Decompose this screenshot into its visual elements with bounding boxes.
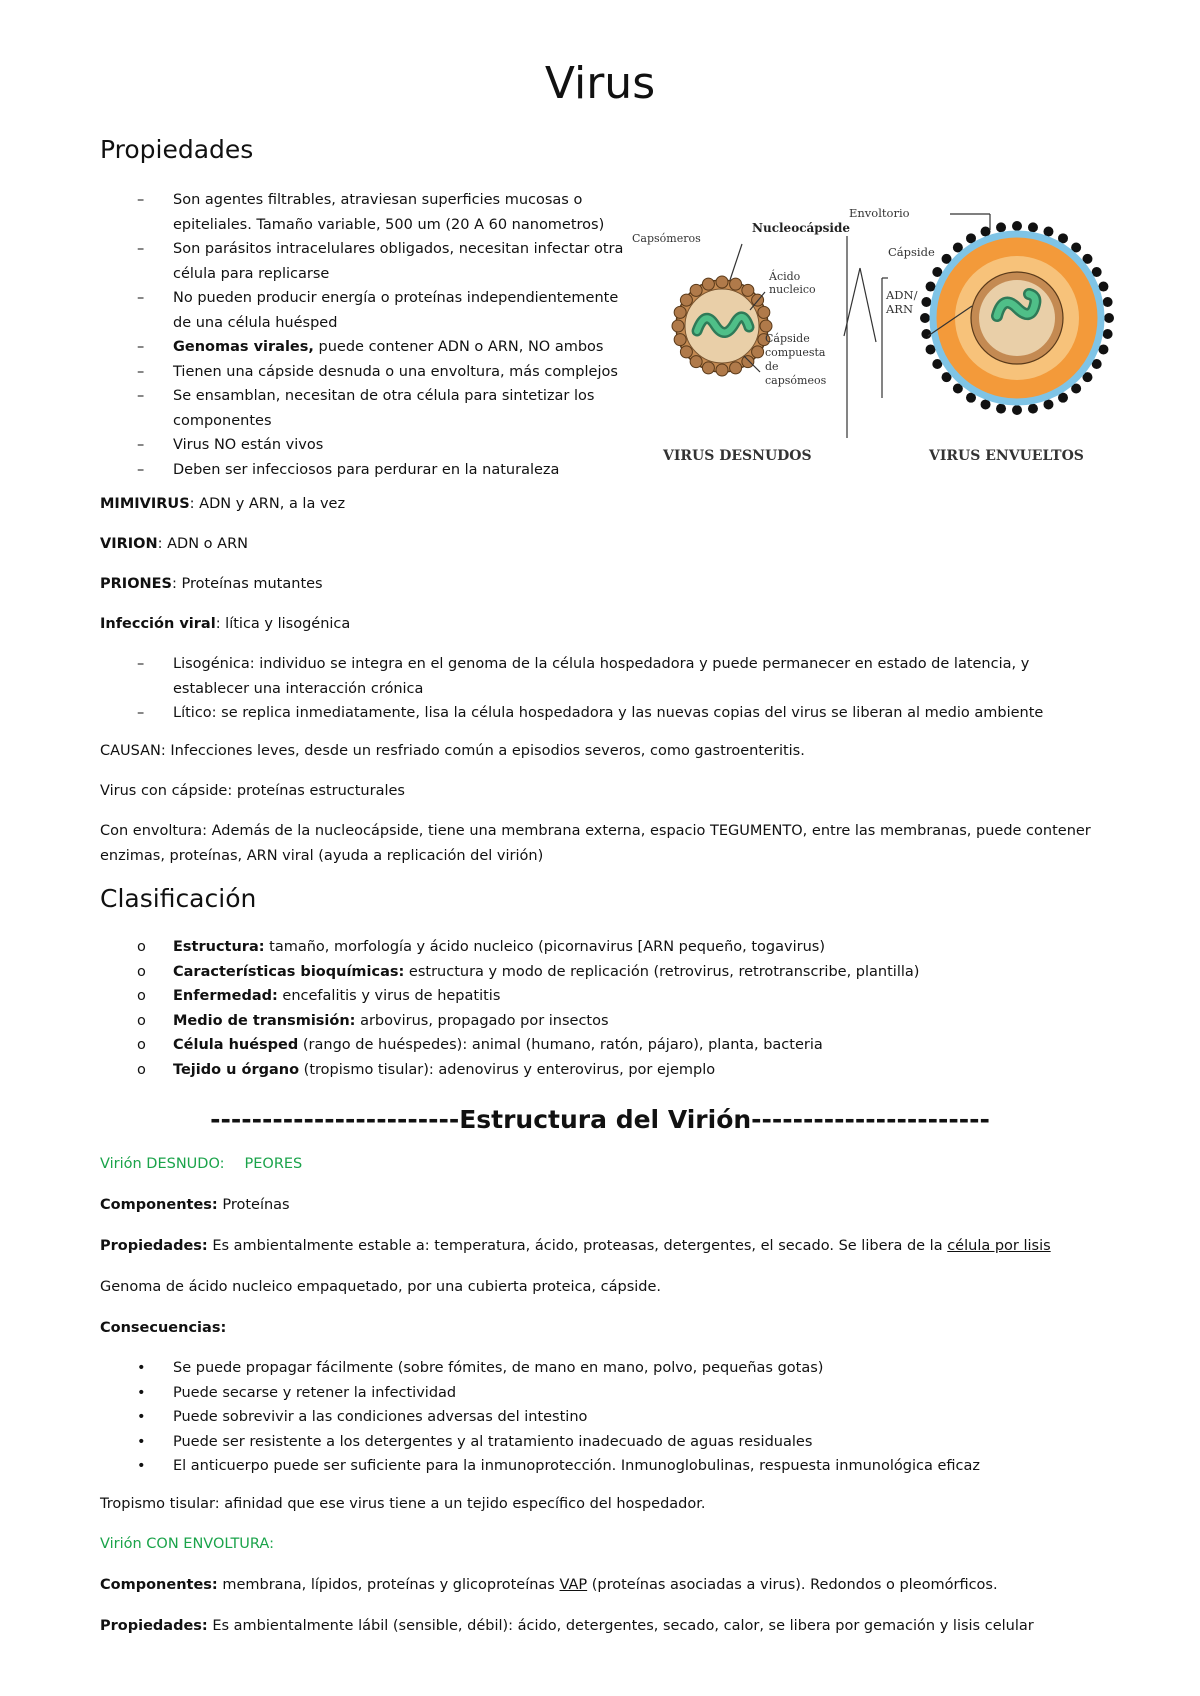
enveloped-virus-illustration	[920, 221, 1114, 415]
list-item: • Puede secarse y retener la infectividad	[137, 1384, 457, 1401]
label-capsomeros: Capsómeros	[632, 232, 701, 245]
consecuencias-list	[100, 1356, 1100, 1479]
list-item: o Medio de transmisión: arbovirus, propagado por insectos	[137, 1012, 609, 1029]
priones-line: PRIONES: Proteínas mutantes	[100, 576, 323, 592]
heading-estructura-virion: ------------------------Estructura del Virión-----------------------	[210, 1105, 990, 1134]
desnudo-genoma: Genoma de ácido nucleico empaquetado, por una cubierta proteica, cápside.	[100, 1279, 662, 1295]
label-capside-compuesta-2: compuesta	[765, 346, 826, 359]
desnudo-title: Virión DESNUDO: PEORES	[100, 1156, 303, 1172]
heading-clasificacion: Clasificación	[100, 884, 257, 913]
envoltura-line: Con envoltura: Además de la nucleocápside, tiene una membrana externa, espacio TEGUMENTO, entre las membranas, puede contener enzimas, proteínas, ARN viral (ayuda a replicación del virión)	[100, 823, 1091, 864]
list-item: • El anticuerpo puede ser suficiente para la inmunoprotección. Inmunoglobulinas, respuesta inmunológica eficaz	[137, 1458, 980, 1474]
label-envoltorio: Envoltorio	[849, 206, 910, 220]
list-item: – Tienen una cápside desnuda o una envoltura, más complejos	[137, 363, 618, 380]
virus-structure-figure	[632, 206, 1122, 476]
envoltura-title: Virión CON ENVOLTURA:	[100, 1536, 274, 1552]
label-nucleico: nucleico	[769, 283, 816, 296]
virion-line: VIRION: ADN o ARN	[100, 536, 248, 552]
list-item: – Son agentes filtrables, atraviesan superficies mucosas o epiteliales. Tamaño variable, 500 um (20 A 60 nanometros)	[137, 192, 605, 233]
list-item: o Célula huésped (rango de huéspedes): animal (humano, ratón, pájaro), planta, bacteria	[137, 1037, 823, 1053]
list-item: o Estructura: tamaño, morfología y ácido nucleico (picornavirus [ARN pequeño, togavirus)	[137, 939, 825, 955]
heading-propiedades: Propiedades	[100, 135, 254, 164]
desnudo-propiedades: Propiedades: Es ambientalmente estable a: temperatura, ácido, proteasas, detergentes, el secado. Se libera de la célula por lisis	[100, 1238, 1051, 1254]
label-capside-compuesta-3: de	[765, 360, 779, 373]
envoltura-propiedades: Propiedades: Es ambientalmente lábil (sensible, débil): ácido, detergentes, secado, calor, se libera por gemación y lisis celular	[100, 1618, 1034, 1634]
naked-virus-illustration	[672, 276, 772, 376]
list-item: – No pueden producir energía o proteínas independientemente de una célula huésped	[137, 290, 619, 331]
desnudo-consecuencias: Consecuencias:	[100, 1320, 227, 1336]
clasificacion-list	[100, 935, 1100, 1082]
label-virus-envueltos: VIRUS ENVUELTOS	[929, 448, 1084, 464]
list-item: – Lisogénica: individuo se integra en el genoma de la célula hospedadora y puede permanecer en estado de latencia, y establecer una interacción crónica	[137, 656, 1030, 697]
label-capside-compuesta-4: capsómeos	[765, 374, 827, 387]
label-arn: ARN	[886, 302, 914, 316]
causan-line: CAUSAN: Infecciones leves, desde un resfriado común a episodios severos, como gastroenteritis.	[100, 743, 805, 759]
label-virus-desnudos: VIRUS DESNUDOS	[663, 448, 812, 464]
label-nucleocapside: Nucleocápside	[752, 221, 851, 235]
label-capside-compuesta-1: Cápside	[765, 332, 810, 345]
propiedades-list	[100, 188, 640, 482]
list-item: o Características bioquímicas: estructura y modo de replicación (retrovirus, retrotranscribe, plantilla)	[137, 963, 920, 980]
envoltura-componentes: Componentes: membrana, lípidos, proteínas y glicoproteínas VAP (proteínas asociadas a virus). Redondos o pleomórficos.	[100, 1577, 998, 1593]
label-adn: ADN/	[886, 288, 918, 302]
list-item: – Lítico: se replica inmediatamente, lisa la célula hospedadora y las nuevas copias del virus se liberan al medio ambiente	[137, 705, 1044, 721]
list-item: • Se puede propagar fácilmente (sobre fómites, de mano en mano, polvo, pequeñas gotas)	[137, 1360, 824, 1376]
list-item: o Tejido u órgano (tropismo tisular): adenovirus y enterovirus, por ejemplo	[137, 1061, 716, 1078]
infeccion-list	[100, 652, 1100, 726]
label-capside: Cápside	[888, 245, 935, 259]
page-title: Virus	[544, 58, 656, 109]
list-item: • Puede ser resistente a los detergentes y al tratamiento inadecuado de aguas residuales	[137, 1433, 813, 1450]
infeccion-line: Infección viral: lítica y lisogénica	[100, 616, 351, 632]
desnudo-componentes: Componentes: Proteínas	[100, 1197, 290, 1213]
list-item: – Genomas virales, puede contener ADN o ARN, NO ambos	[137, 339, 604, 355]
tropismo-line: Tropismo tisular: afinidad que ese virus tiene a un tejido específico del hospedador.	[100, 1496, 706, 1512]
mimivirus-line: MIMIVIRUS: ADN y ARN, a la vez	[100, 496, 346, 512]
list-item: – Son parásitos intracelulares obligados, necesitan infectar otra célula para replicarse	[137, 241, 624, 282]
list-item: • Puede sobrevivir a las condiciones adversas del intestino	[137, 1409, 588, 1425]
list-item: o Enfermedad: encefalitis y virus de hepatitis	[137, 988, 501, 1004]
list-item: – Se ensamblan, necesitan de otra célula para sintetizar los componentes	[137, 388, 595, 429]
label-acido: Ácido	[769, 270, 801, 283]
list-item: – Deben ser infecciosos para perdurar en la naturaleza	[137, 461, 560, 478]
capside-line: Virus con cápside: proteínas estructurales	[100, 783, 405, 799]
list-item: – Virus NO están vivos	[137, 437, 324, 453]
